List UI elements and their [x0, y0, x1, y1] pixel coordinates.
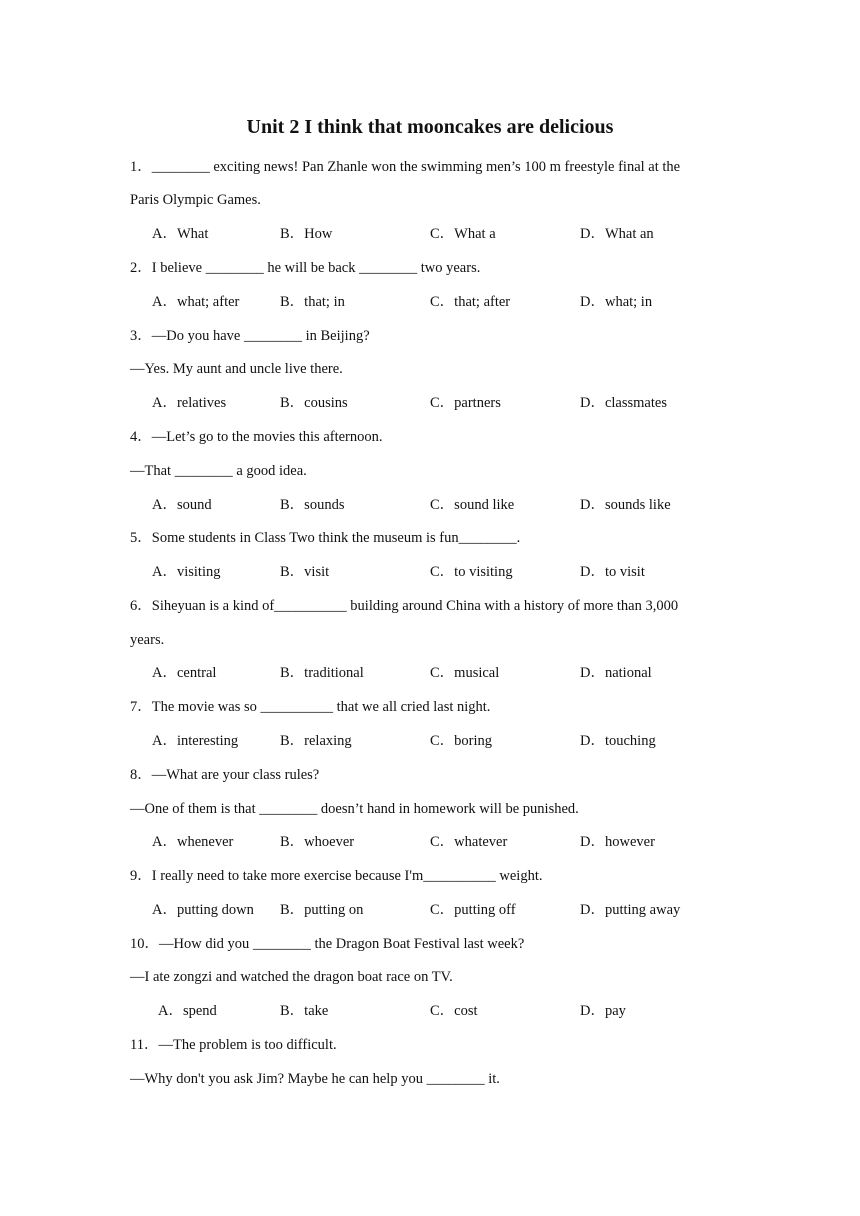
- question-5-option-d[interactable]: D．to visit: [580, 564, 645, 580]
- question-10-stem-cont: —I ate zongzi and watched the dragon boat race on TV.: [130, 969, 453, 985]
- question-10-option-b[interactable]: B．take: [280, 1003, 329, 1019]
- question-2-option-a[interactable]: A．what; after: [152, 294, 240, 310]
- question-9-option-c[interactable]: C．putting off: [430, 902, 516, 918]
- question-3-option-b[interactable]: B．cousins: [280, 395, 348, 411]
- question-10-stem: 10．—How did you ________ the Dragon Boat Festival last week?: [130, 936, 525, 952]
- question-8-option-a[interactable]: A．whenever: [152, 834, 234, 850]
- question-3-option-c[interactable]: C．partners: [430, 395, 501, 411]
- question-1-options: [152, 224, 752, 244]
- question-9-options: [152, 900, 752, 920]
- question-7-option-b[interactable]: B．relaxing: [280, 733, 352, 749]
- question-3-option-d[interactable]: D．classmates: [580, 395, 667, 411]
- question-8-stem-cont: —One of them is that ________ doesn’t hand in homework will be punished.: [130, 801, 579, 817]
- question-8-options: [152, 832, 752, 852]
- question-3-stem: 3．—Do you have ________ in Beijing?: [130, 328, 370, 344]
- question-6-option-a[interactable]: A．central: [152, 665, 217, 681]
- question-7-stem: 7．The movie was so __________ that we all cried last night.: [130, 699, 491, 715]
- question-6-stem: 6．Siheyuan is a kind of__________ building around China with a history of more than 3,000: [130, 598, 679, 614]
- question-8-option-d[interactable]: D．however: [580, 834, 655, 850]
- question-7-option-a[interactable]: A．interesting: [152, 733, 239, 749]
- question-4-stem-cont: —That ________ a good idea.: [130, 463, 307, 479]
- question-9-option-b[interactable]: B．putting on: [280, 902, 364, 918]
- question-4-option-a[interactable]: A．sound: [152, 497, 212, 513]
- question-8-stem: 8．—What are your class rules?: [130, 767, 320, 783]
- question-6-option-d[interactable]: D．national: [580, 665, 652, 681]
- question-5-option-a[interactable]: A．visiting: [152, 564, 221, 580]
- question-4-option-d[interactable]: D．sounds like: [580, 497, 671, 513]
- question-9-stem: 9．I really need to take more exercise because I'm__________ weight.: [130, 868, 543, 884]
- question-11-stem-cont: —Why don't you ask Jim? Maybe he can help you ________ it.: [130, 1071, 500, 1087]
- question-4-option-b[interactable]: B．sounds: [280, 497, 345, 513]
- question-4-option-c[interactable]: C．sound like: [430, 497, 515, 513]
- question-8-option-c[interactable]: C．whatever: [430, 834, 508, 850]
- question-7-options: [152, 731, 752, 751]
- question-6-stem-cont: years.: [130, 632, 165, 648]
- question-10-option-d[interactable]: D．pay: [580, 1003, 626, 1019]
- page-title: Unit 2 I think that mooncakes are delicious: [246, 116, 614, 138]
- question-6-options: [152, 663, 752, 683]
- question-3-options: [152, 393, 752, 413]
- question-7-option-d[interactable]: D．touching: [580, 733, 656, 749]
- question-2-option-d[interactable]: D．what; in: [580, 294, 653, 310]
- question-3-option-a[interactable]: A．relatives: [152, 395, 227, 411]
- question-11-stem: 11．—The problem is too difficult.: [130, 1037, 337, 1053]
- question-10-option-c[interactable]: C．cost: [430, 1003, 478, 1019]
- question-1-stem-cont: Paris Olympic Games.: [130, 192, 261, 208]
- question-4-options: [152, 495, 752, 515]
- question-1-option-a[interactable]: A．What: [152, 226, 209, 242]
- question-6-option-c[interactable]: C．musical: [430, 665, 500, 681]
- question-2-option-c[interactable]: C．that; after: [430, 294, 511, 310]
- question-2-stem: 2．I believe ________ he will be back ________ two years.: [130, 260, 481, 276]
- question-1-option-b[interactable]: B．How: [280, 226, 333, 242]
- question-2-options: [152, 292, 752, 312]
- question-1-option-d[interactable]: D．What an: [580, 226, 654, 242]
- question-3-stem-cont: —Yes. My aunt and uncle live there.: [130, 361, 343, 377]
- question-4-stem: 4．—Let’s go to the movies this afternoon.: [130, 429, 383, 445]
- question-2-option-b[interactable]: B．that; in: [280, 294, 345, 310]
- question-9-option-a[interactable]: A．putting down: [152, 902, 254, 918]
- question-1-option-c[interactable]: C．What a: [430, 226, 496, 242]
- question-6-option-b[interactable]: B．traditional: [280, 665, 364, 681]
- question-8-option-b[interactable]: B．whoever: [280, 834, 355, 850]
- question-10-options: [152, 1001, 752, 1021]
- question-5-option-c[interactable]: C．to visiting: [430, 564, 513, 580]
- question-7-option-c[interactable]: C．boring: [430, 733, 493, 749]
- question-5-options: [152, 562, 752, 582]
- question-9-option-d[interactable]: D．putting away: [580, 902, 681, 918]
- question-5-stem: 5．Some students in Class Two think the museum is fun________.: [130, 530, 521, 546]
- question-5-option-b[interactable]: B．visit: [280, 564, 330, 580]
- question-1-stem: 1．________ exciting news! Pan Zhanle won the swimming men’s 100 m freestyle final at the: [130, 159, 681, 175]
- question-10-option-a[interactable]: A．spend: [158, 1003, 217, 1019]
